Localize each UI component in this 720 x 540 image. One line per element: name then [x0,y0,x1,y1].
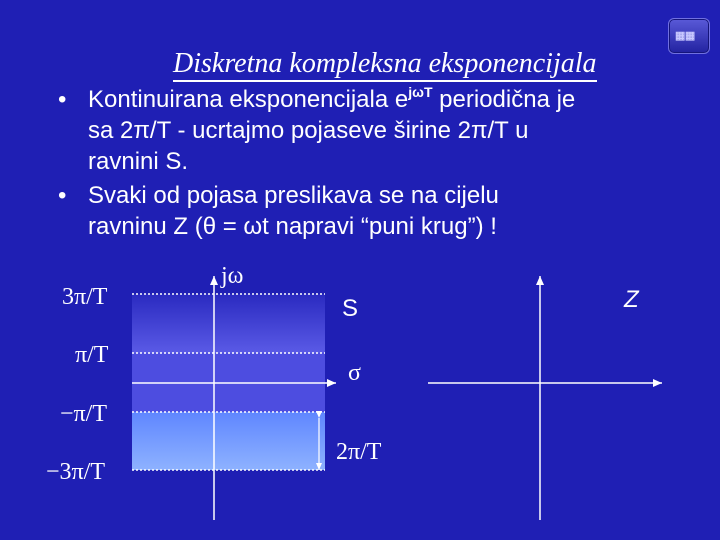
bullet-1-text-a: Kontinuirana eksponencijala e [88,86,409,113]
band-lower [132,412,325,470]
real-axis-label: σ [348,360,361,386]
bullet-2-line-2: ravninu Z (θ = ωt napravi “puni krug”) ! [88,213,497,240]
z-plane-label: Z [624,286,639,313]
bullet-dot: • [58,182,67,209]
bullet-1-line-2: sa 2π/T - ucrtajmo pojaseve širine 2π/T u [88,117,529,144]
tick-label-pi-over-t: π/T [75,342,109,368]
tick-label-minus-pi-over-t: −π/T [60,401,107,427]
bullet-dot: • [58,86,67,113]
exponent-superscript: jωT [408,84,433,100]
logo-glyph: ▦▦ [675,30,695,42]
s-plane-label: S [342,295,359,322]
imag-axis-label: jω [221,263,244,289]
bullet-1-text-b: periodična je [432,86,576,113]
bullet-2-line-1: Svaki od pojasa preslikava se na cijelu [88,182,499,209]
tick-label-minus-3pi-over-t: −3π/T [46,459,105,485]
slide-title: Diskretna kompleksna eksponencijala [173,48,597,82]
band-upper [132,294,325,353]
bullet-1-line-3: ravnini S. [88,148,189,175]
tick-label-3pi-over-t: 3π/T [62,284,108,310]
band-width-label: 2π/T [336,439,382,465]
